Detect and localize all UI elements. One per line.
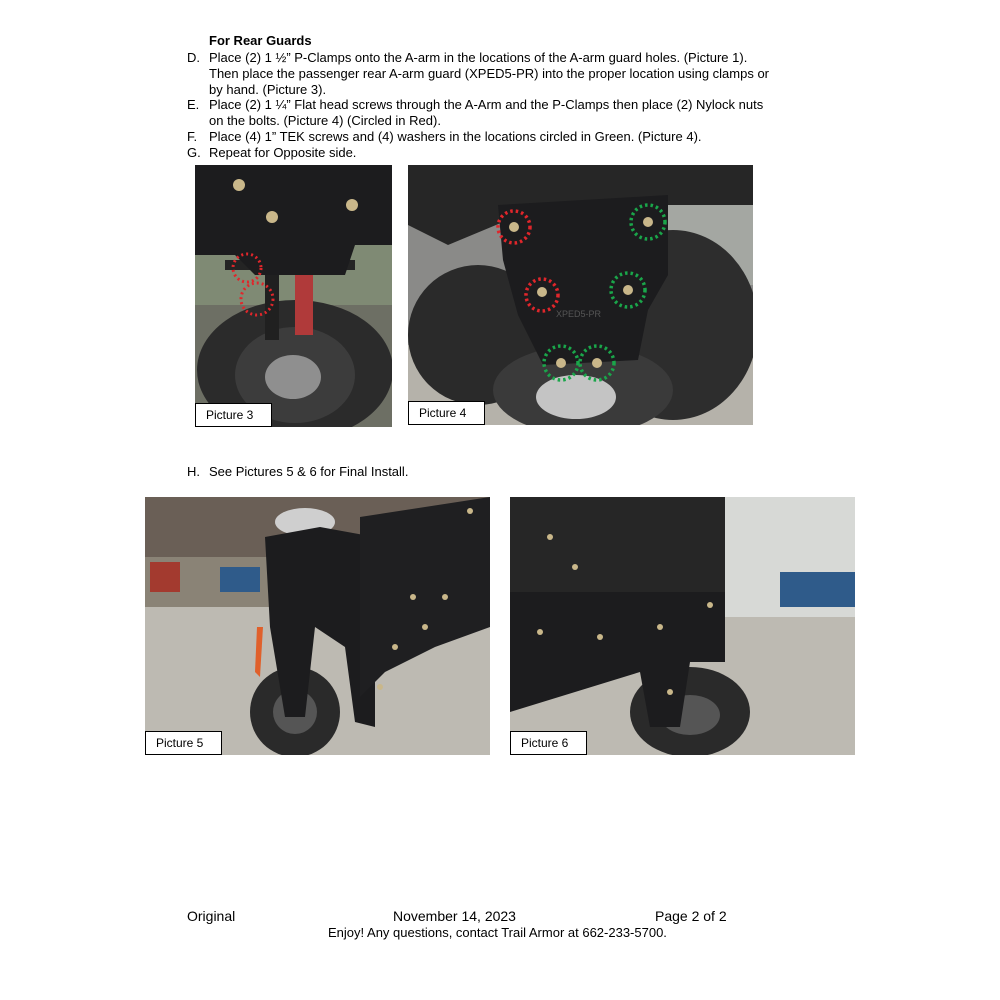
step-e-letter: E. [187, 97, 200, 112]
picture-4-photo [408, 165, 753, 425]
step-f-letter: F. [187, 129, 198, 144]
picture-5-image [145, 497, 490, 755]
step-d-line-3: by hand. (Picture 3). [209, 82, 327, 97]
step-d-line-1: Place (2) 1 ½” P-Clamps onto the A-arm in the locations of the A-arm guard holes. (Picture 1). [209, 50, 748, 65]
footer-page-number: Page 2 of 2 [655, 908, 727, 924]
footer-version: Original [187, 908, 236, 924]
picture-5-caption: Picture 5 [145, 731, 222, 755]
picture-5-photo [145, 497, 490, 755]
picture-6-caption: Picture 6 [510, 731, 587, 755]
picture-4-image [408, 165, 753, 425]
picture-6-image [510, 497, 855, 755]
step-h-line: See Pictures 5 & 6 for Final Install. [209, 464, 409, 479]
step-h-letter: H. [187, 464, 200, 479]
guard-part-label: XPED5-PR [556, 309, 602, 319]
picture-3-photo [195, 165, 392, 427]
step-g-line-1: Repeat for Opposite side. [209, 145, 357, 160]
picture-6-photo [510, 497, 855, 755]
footer-contact: Enjoy! Any questions, contact Trail Armor at 662-233-5700. [328, 925, 667, 940]
step-d-letter: D. [187, 50, 200, 65]
section-heading: For Rear Guards [209, 33, 312, 48]
step-e-line-2: on the bolts. (Picture 4) (Circled in Red). [209, 113, 441, 128]
step-f-line-1: Place (4) 1” TEK screws and (4) washers in the locations circled in Green. (Picture 4). [209, 129, 702, 144]
footer-date: November 14, 2023 [393, 908, 516, 924]
picture-3-image [195, 165, 392, 427]
picture-3-caption: Picture 3 [195, 403, 272, 427]
picture-4-caption: Picture 4 [408, 401, 485, 425]
step-e-line-1: Place (2) 1 ¼” Flat head screws through the A-Arm and the P-Clamps then place (2) Nylock nuts [209, 97, 764, 112]
step-g-letter: G. [187, 145, 201, 160]
step-d-line-2: Then place the passenger rear A-arm guard (XPED5-PR) into the proper location using clamps or [209, 66, 770, 81]
